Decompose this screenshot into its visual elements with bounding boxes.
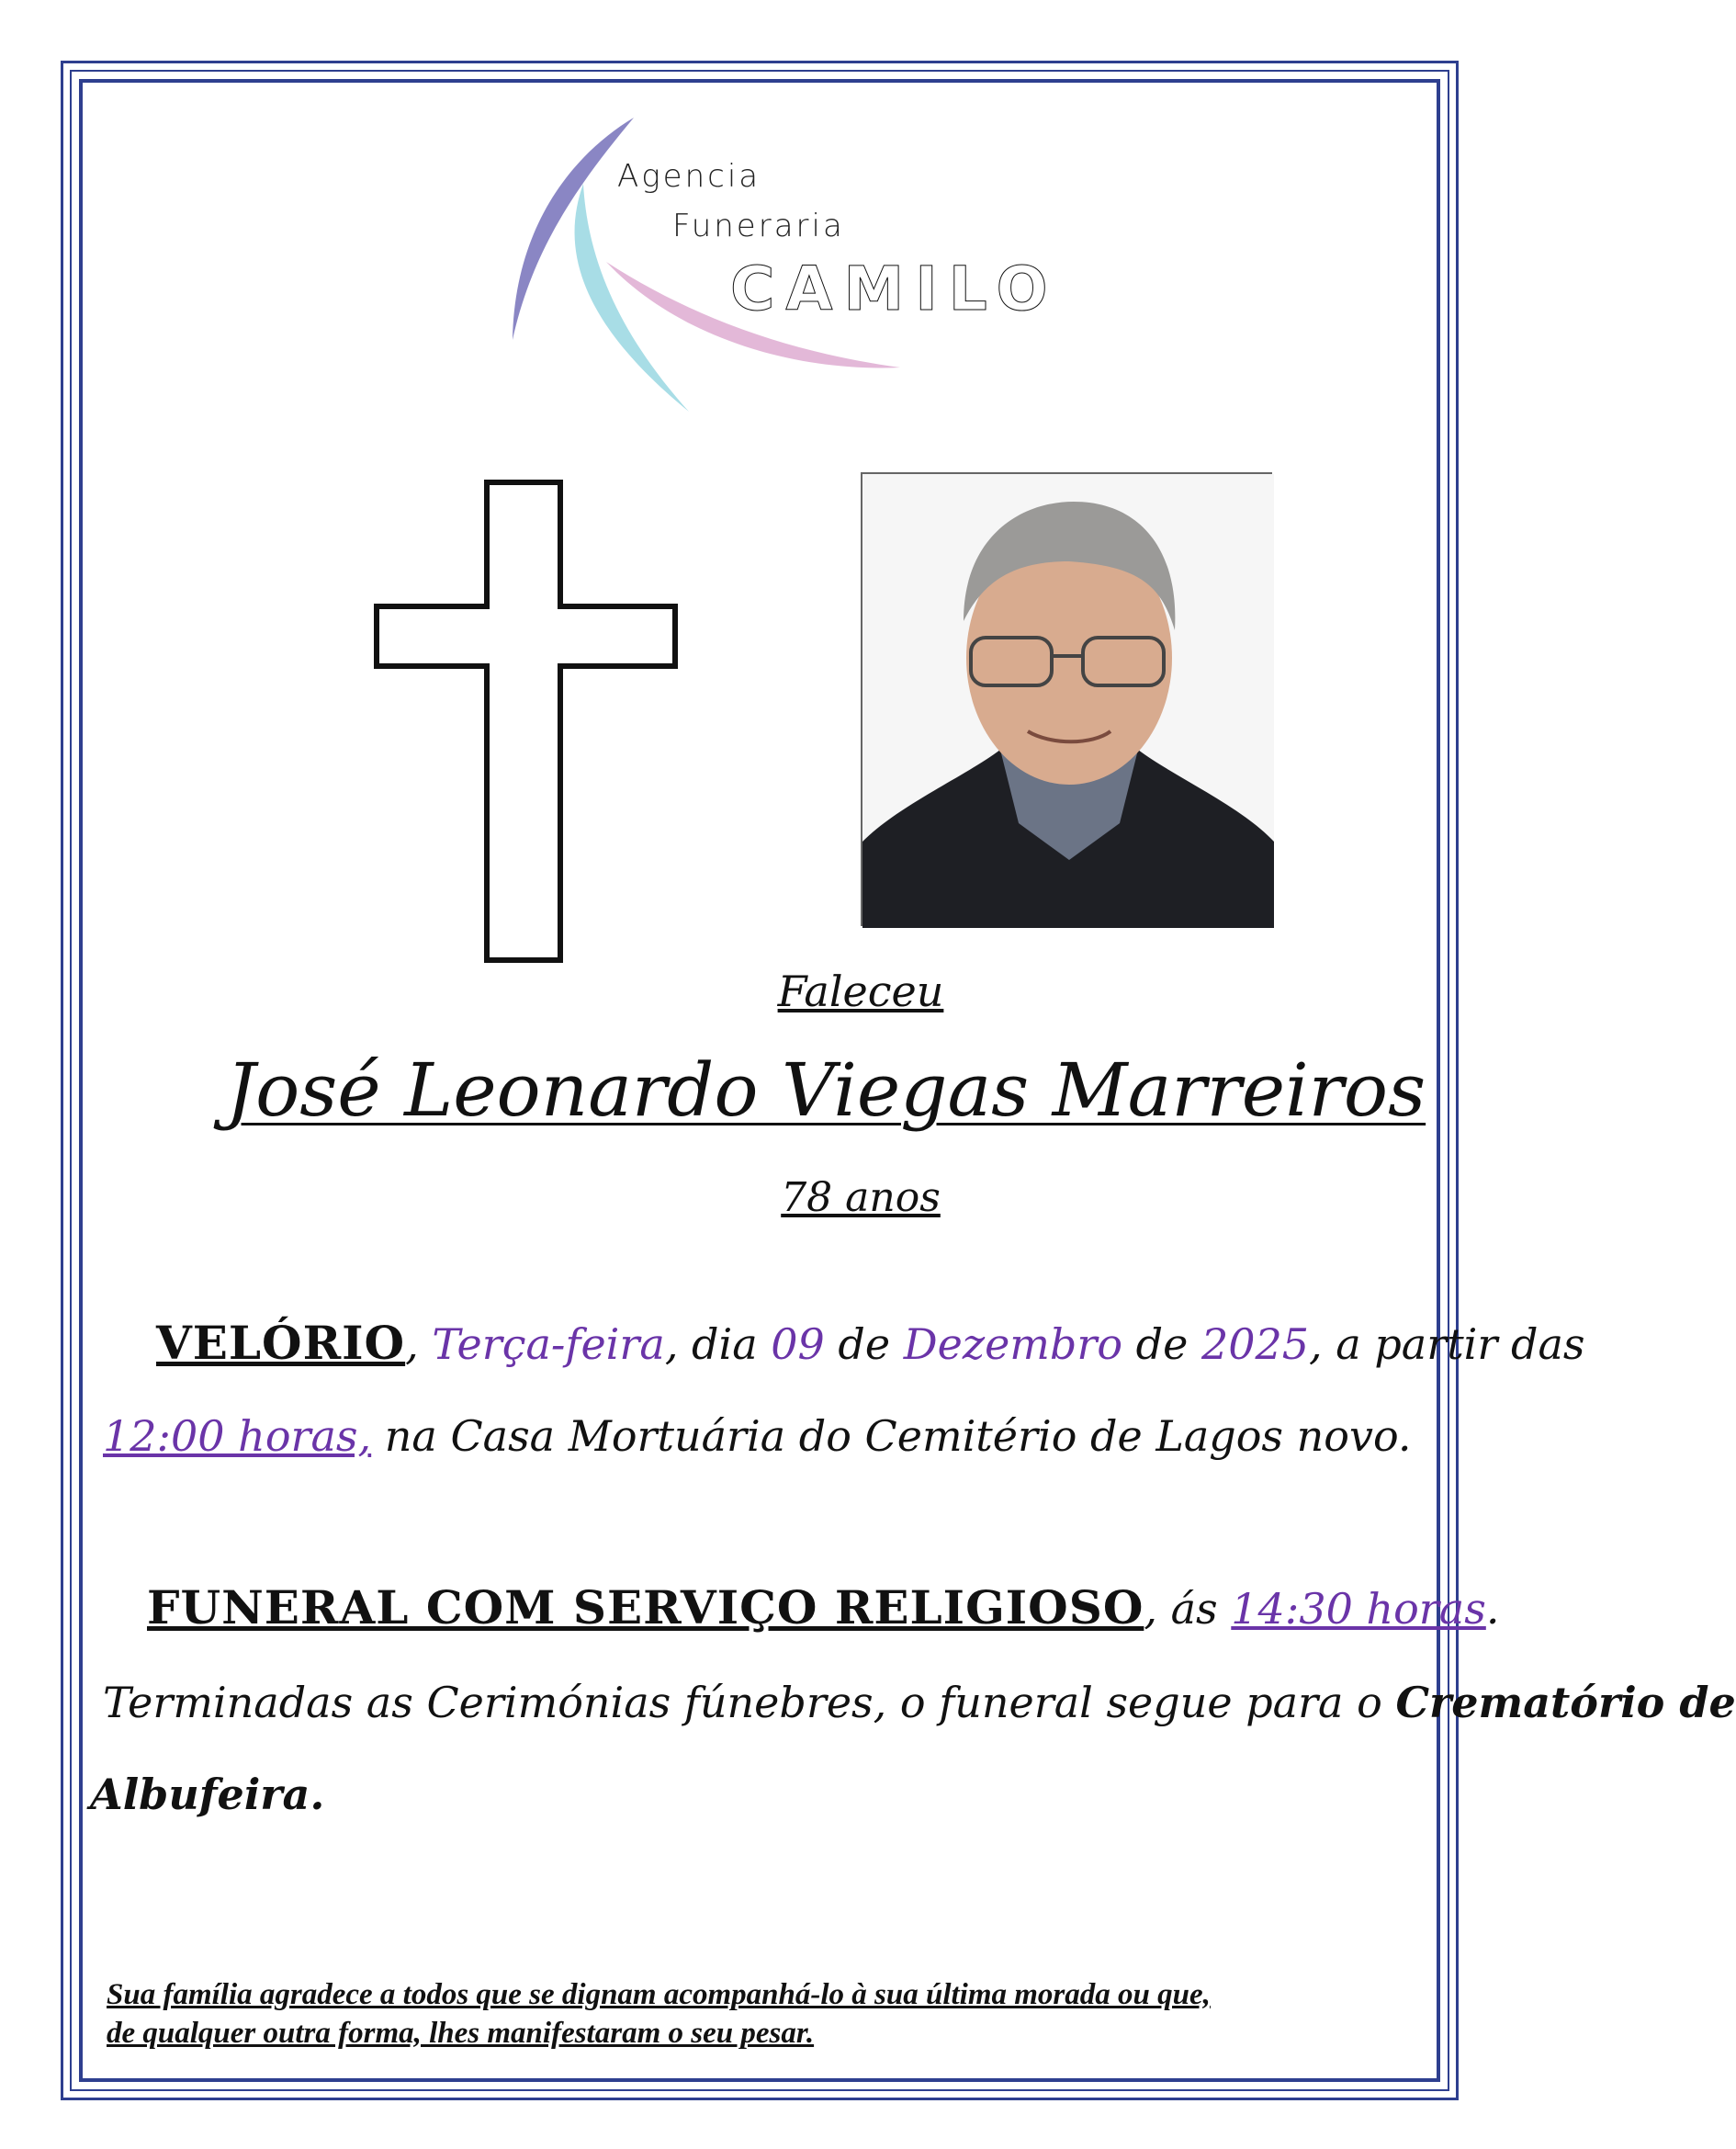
velorio-line-1 (156, 1316, 1584, 1370)
velorio-location: na Casa Mortuária do Cemitério de Lagos novo. (371, 1411, 1412, 1461)
funeral-heading: FUNERAL COM SERVIÇO RELIGIOSO (147, 1580, 1144, 1634)
velorio-month: Dezembro (903, 1319, 1123, 1369)
funeral-destination-a: Crematório de (1395, 1678, 1736, 1727)
funeral-destination-b: Albufeira. (90, 1770, 325, 1819)
funeral-text-2: . (1485, 1584, 1500, 1634)
velorio-heading: VELÓRIO (156, 1316, 406, 1370)
velorio-text-4: , a partir das (1309, 1319, 1585, 1369)
velorio-year: 2025 (1201, 1319, 1310, 1369)
velorio-sep: , (405, 1319, 433, 1369)
funeral-line-2 (103, 1678, 1736, 1727)
family-thanks (107, 1975, 1420, 2053)
portrait-image (862, 474, 1274, 928)
velorio-time: 12:00 horas, (103, 1411, 372, 1461)
cross-icon (340, 473, 707, 965)
velorio-text-1: , dia (664, 1319, 772, 1369)
funeral-text-3: Terminadas as Cerimónias fúnebres, o funeral segue para o (103, 1678, 1396, 1727)
logo-text-camilo: CAMILO (730, 254, 1059, 324)
portrait-photo (861, 472, 1272, 926)
velorio-day: 09 (771, 1319, 825, 1369)
funeral-line-1 (147, 1580, 1499, 1634)
family-thanks-line-2: de qualquer outra forma, lhes manifestaram o seu pesar. (107, 2017, 815, 2050)
logo-text-funeraria: Funeraria (672, 208, 845, 244)
announcement-label: Faleceu (777, 967, 944, 1016)
velorio-line-2 (103, 1411, 1411, 1461)
deceased-age: 78 anos (781, 1174, 941, 1221)
velorio-text-3: de (1122, 1319, 1201, 1369)
agency-logo (496, 110, 1084, 423)
funeral-time: 14:30 horas (1231, 1584, 1486, 1634)
family-thanks-line-1: Sua família agradece a todos que se dignam acompanhá-lo à sua última morada ou que, (107, 1978, 1211, 2011)
deceased-name: José Leonardo Viegas Marreiros (226, 1047, 1426, 1133)
logo-text-agencia: Agencia (617, 158, 761, 195)
funeral-text-1: , ás (1144, 1584, 1232, 1634)
velorio-text-2: de (824, 1319, 904, 1369)
velorio-weekday: Terça-feira (432, 1319, 665, 1369)
